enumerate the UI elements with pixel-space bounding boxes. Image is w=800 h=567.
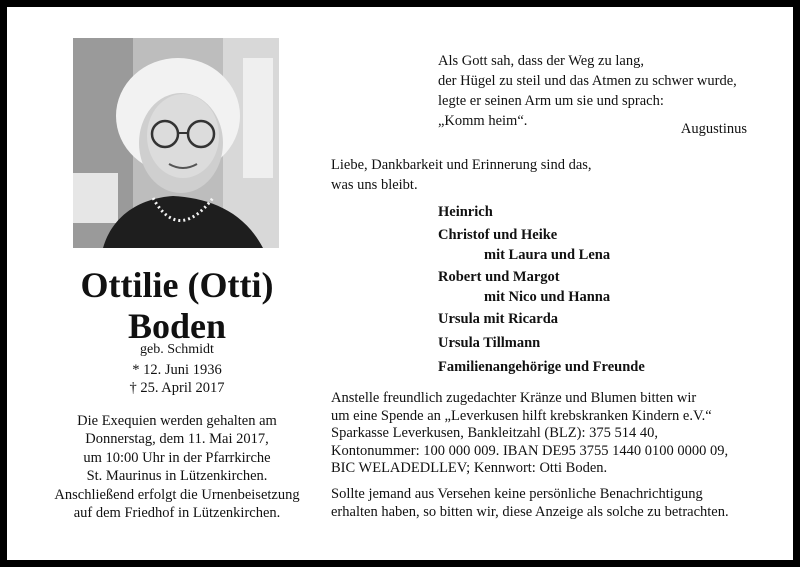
funeral-info: [47, 412, 307, 485]
poem-line: Als Gott sah, dass der Weg zu lang,: [438, 53, 644, 69]
donation-line: BIC WELADEDLLEV; Kennwort: Otti Boden.: [331, 460, 608, 477]
poem-line: legte er seinen Arm um sie und sprach:: [438, 93, 664, 109]
poem: [438, 51, 737, 131]
mourner: Ursula Tillmann: [438, 335, 541, 351]
donation-line: Kontonummer: 100 000 009. IBAN DE95 3755 1440 0100 0000 09,: [331, 442, 729, 459]
mourner: mit Nico und Hanna: [484, 289, 611, 305]
burial-info: [47, 486, 307, 523]
donation-line: um eine Spende an „Leverkusen hilft krebskranken Kindern e.V.“: [331, 407, 712, 424]
death-date: † 25. April 2017: [129, 380, 225, 396]
notice-line: erhalten haben, so bitten wir, diese Anzeige als solche zu betrachten.: [331, 503, 729, 520]
notification-note: [331, 486, 729, 521]
notice-line: Sollte jemand aus Versehen keine persönliche Benachrichtigung: [331, 486, 703, 502]
birth-name: geb. Schmidt: [140, 342, 214, 357]
deceased-first-names: Ottilie (Otti): [80, 265, 274, 305]
deceased-name: [47, 265, 307, 347]
poem-line: der Hügel zu steil und das Atmen zu schwer wurde,: [438, 73, 737, 89]
donation-line: Anstelle freundlich zugedachter Kränze und Blumen bitten wir: [331, 390, 697, 406]
portrait-photo-image: [73, 38, 279, 248]
mourner: Ursula mit Ricarda: [438, 311, 559, 327]
funeral-line: St. Maurinus in Lützenkirchen.: [86, 467, 268, 484]
donation-line: Sparkasse Leverkusen, Bankleitzahl (BLZ): 375 514 40,: [331, 425, 658, 442]
intro-line: Liebe, Dankbarkeit und Erinnerung sind das,: [331, 157, 592, 173]
funeral-line: Donnerstag, dem 11. Mai 2017,: [85, 431, 269, 448]
mourner: mit Laura und Lena: [484, 247, 611, 263]
intro-line: was uns bleibt.: [331, 177, 418, 193]
portrait-photo: [73, 38, 279, 248]
burial-line: auf dem Friedhof in Lützenkirchen.: [73, 505, 281, 522]
poem-author: Augustinus: [680, 121, 747, 137]
birth-date: * 12. Juni 1936: [132, 362, 222, 378]
intro-text: [331, 155, 592, 195]
funeral-line: um 10:00 Uhr in der Pfarrkirche: [83, 449, 271, 466]
donation-request: [331, 390, 728, 478]
mourner: Christof und Heike: [438, 227, 558, 243]
mourner: Heinrich: [438, 204, 493, 220]
mourner: Familienangehörige und Freunde: [438, 359, 645, 375]
burial-line: Anschließend erfolgt die Urnenbeisetzung: [54, 487, 300, 503]
funeral-line: Die Exequien werden gehalten am: [77, 413, 277, 429]
deceased-surname: Boden: [127, 306, 227, 346]
poem-line: „Komm heim“.: [438, 113, 528, 129]
mourner: Robert und Margot: [438, 269, 560, 285]
